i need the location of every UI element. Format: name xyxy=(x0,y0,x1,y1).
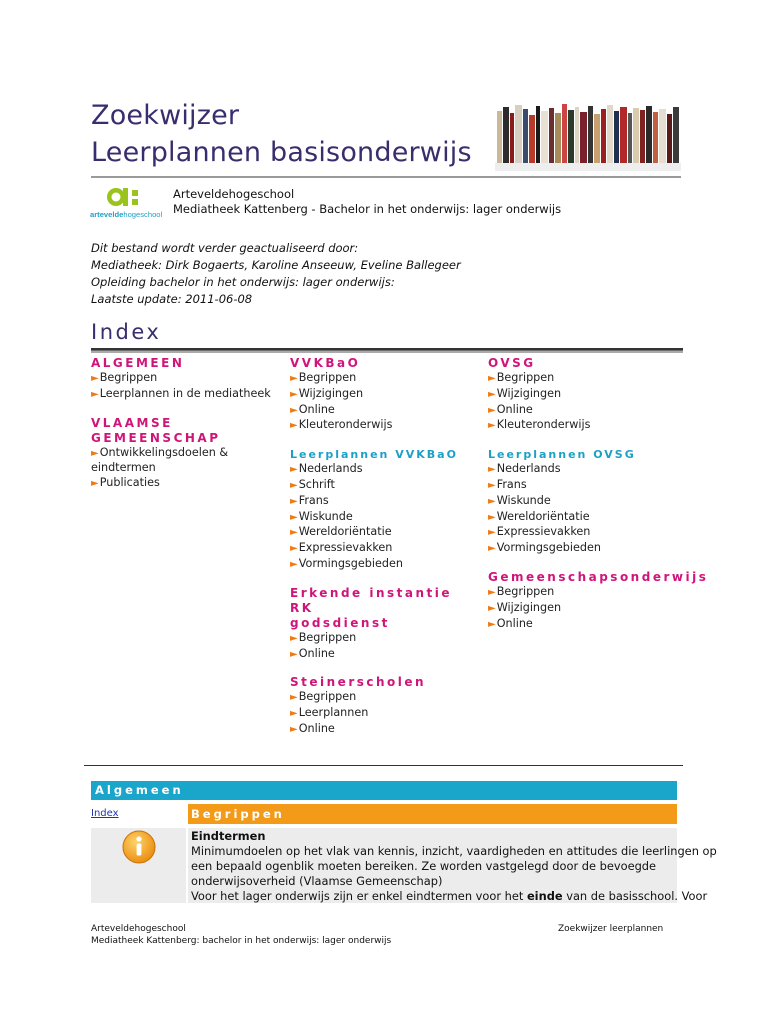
definition-line: een bepaald ogenblik moeten bereiken. Ze worden vastgelegd door de bevoegde xyxy=(191,859,657,873)
arrow-right-icon: ► xyxy=(488,464,496,476)
index-link-item[interactable]: ►Nederlands xyxy=(488,462,561,476)
index-section-gemeenschapsonderwijs[interactable]: Gemeenschapsonderwijs xyxy=(488,569,709,584)
index-link-item[interactable]: ►Expressievakken xyxy=(290,541,393,555)
index-link-item[interactable]: ►Wijzigingen xyxy=(290,386,364,400)
index-link-item[interactable]: ►Vormingsgebieden xyxy=(488,541,601,555)
arrow-right-icon: ► xyxy=(290,692,298,704)
arrow-right-icon: ► xyxy=(290,632,298,644)
index-link-item[interactable]: ►Wijzigingen xyxy=(488,600,562,614)
index-column-3 xyxy=(488,356,709,632)
index-link-item[interactable]: ►Online xyxy=(290,646,335,660)
arrow-right-icon: ► xyxy=(290,373,298,384)
index-link-item[interactable]: ►Online xyxy=(488,402,533,416)
index-link-item[interactable]: ►Kleuteronderwijs xyxy=(290,418,393,432)
index-section-ovsg[interactable]: OVSG xyxy=(488,356,536,370)
arrow-right-icon: ► xyxy=(488,420,496,432)
definition-title: Eindtermen xyxy=(191,829,266,843)
index-link-item[interactable]: ►Expressievakken xyxy=(488,525,591,539)
arrow-right-icon: ► xyxy=(290,464,298,476)
index-link-item[interactable]: ►Ontwikkelingsdoelen & eindtermen xyxy=(91,445,229,475)
org-department: Mediatheek Kattenberg - Bachelor in het onderwijs: lager onderwijs xyxy=(173,202,562,216)
arrow-right-icon: ► xyxy=(488,404,496,416)
index-link-item[interactable]: ►Leerplannen xyxy=(290,706,369,720)
index-link-item[interactable]: ►Begrippen xyxy=(488,584,555,598)
org-name: Arteveldehogeschool xyxy=(173,187,295,201)
index-link-item[interactable]: ►Wijzigingen xyxy=(488,386,562,400)
arrow-right-icon: ► xyxy=(290,723,298,735)
index-link-item[interactable]: ►Begrippen xyxy=(290,630,357,644)
note-line: Opleiding bachelor in het onderwijs: lager onderwijs: xyxy=(91,275,395,289)
index-section-algemeen[interactable]: ALGEMEEN xyxy=(91,356,185,370)
arrow-right-icon: ► xyxy=(91,388,99,400)
footer-org: Arteveldehogeschool xyxy=(91,924,186,934)
index-link-item[interactable]: ►Wereldoriëntatie xyxy=(488,509,590,523)
footer-department: Mediatheek Kattenberg: bachelor in het onderwijs: lager onderwijs xyxy=(91,936,392,946)
arrow-right-icon: ► xyxy=(290,404,298,416)
index-section-rk-godsdienst[interactable]: Erkende instantie RK godsdienst xyxy=(290,585,453,630)
arrow-right-icon: ► xyxy=(488,602,496,614)
section-bar-algemeen: Algemeen xyxy=(91,781,677,800)
arrow-right-icon: ► xyxy=(290,388,298,400)
index-heading: Index xyxy=(91,320,162,344)
index-rule xyxy=(91,348,683,353)
index-link-item[interactable]: ►Wiskunde xyxy=(290,509,353,523)
arrow-right-icon: ► xyxy=(488,373,496,384)
document-title-line2: Leerplannen basisonderwijs xyxy=(91,137,472,168)
index-subsection-leerplannen-vvkbao[interactable]: Leerplannen VVKBaO xyxy=(290,448,458,462)
index-link-item[interactable]: ►Begrippen xyxy=(488,371,555,384)
index-link-item[interactable]: ►Frans xyxy=(290,493,329,507)
arrow-right-icon: ► xyxy=(488,586,496,598)
index-link-item[interactable]: ►Nederlands xyxy=(290,462,363,476)
index-link-item[interactable]: ►Schrift xyxy=(290,477,335,491)
books-image xyxy=(495,101,681,171)
arrow-right-icon: ► xyxy=(488,388,496,400)
index-link-item[interactable]: ►Online xyxy=(488,616,533,630)
index-link-item[interactable]: ►Vormingsgebieden xyxy=(290,556,403,570)
index-section-vvkbao[interactable]: VVKBaO xyxy=(290,356,361,370)
arrow-right-icon: ► xyxy=(488,618,496,630)
arrow-right-icon: ► xyxy=(91,447,99,459)
index-link-item[interactable]: ►Publicaties xyxy=(91,476,160,490)
arrow-right-icon: ► xyxy=(290,558,298,570)
arrow-right-icon: ► xyxy=(290,543,298,555)
index-link-item[interactable]: ►Online xyxy=(290,721,335,735)
index-section-steinerscholen[interactable]: Steinerscholen xyxy=(290,675,427,690)
footer-doc-title: Zoekwijzer leerplannen xyxy=(558,924,664,934)
note-line: Dit bestand wordt verder geactualiseerd door: xyxy=(91,241,359,255)
arrow-right-icon: ► xyxy=(488,511,496,523)
arrow-right-icon: ► xyxy=(290,495,298,507)
arrow-right-icon: ► xyxy=(290,648,298,660)
definition-line: onderwijsoverheid (Vlaamse Gemeenschap) xyxy=(191,874,443,888)
arrow-right-icon: ► xyxy=(488,543,496,555)
section-separator xyxy=(84,765,683,766)
note-line: Mediatheek: Dirk Bogaerts, Karoline Anseeuw, Eveline Ballegeer xyxy=(91,258,461,272)
index-column-1 xyxy=(91,356,281,492)
arrow-right-icon: ► xyxy=(290,708,298,720)
artevelde-logo xyxy=(90,184,162,224)
index-link-item[interactable]: ►Leerplannen in de mediatheek xyxy=(91,386,271,400)
index-link-item[interactable]: ►Wereldoriëntatie xyxy=(290,525,392,539)
header-rule xyxy=(91,176,681,178)
section-bar-begrippen: Begrippen xyxy=(188,804,677,824)
arrow-right-icon: ► xyxy=(290,420,298,432)
arrow-right-icon: ► xyxy=(290,479,298,491)
arrow-right-icon: ► xyxy=(290,511,298,523)
info-icon xyxy=(121,829,157,865)
index-back-link[interactable]: Index xyxy=(91,808,119,819)
index-link-item[interactable]: ►Kleuteronderwijs xyxy=(488,418,591,432)
svg-text:arteveldehogeschool: arteveldehogeschool xyxy=(90,210,162,219)
index-link-item[interactable]: ►Online xyxy=(290,402,335,416)
arrow-right-icon: ► xyxy=(488,527,496,539)
document-title-line1: Zoekwijzer xyxy=(91,100,240,131)
arrow-right-icon: ► xyxy=(488,479,496,491)
index-section-vlaamse-gemeenschap[interactable]: VLAAMSE GEMEENSCHAP xyxy=(91,415,221,445)
index-subsection-leerplannen-ovsg[interactable]: Leerplannen OVSG xyxy=(488,448,636,462)
index-link-item[interactable]: ►Frans xyxy=(488,477,527,491)
arrow-right-icon: ► xyxy=(488,495,496,507)
index-link-item[interactable]: ►Begrippen xyxy=(290,371,357,384)
index-column-2 xyxy=(290,356,480,738)
index-link-item[interactable]: ►Begrippen xyxy=(91,371,158,384)
arrow-right-icon: ► xyxy=(91,373,99,384)
note-line: Laatste update: 2011-06-08 xyxy=(91,292,253,306)
index-link-item[interactable]: ►Begrippen xyxy=(290,690,357,704)
definition-line: Voor het lager onderwijs zijn er enkel eindtermen voor het einde van de basisschool. Voor xyxy=(191,889,708,903)
arrow-right-icon: ► xyxy=(290,527,298,539)
arrow-right-icon: ► xyxy=(91,478,99,490)
index-link-item[interactable]: ►Wiskunde xyxy=(488,493,551,507)
definition-line: Minimumdoelen op het vlak van kennis, inzicht, vaardigheden en attitudes die leerlingen op xyxy=(191,844,717,858)
